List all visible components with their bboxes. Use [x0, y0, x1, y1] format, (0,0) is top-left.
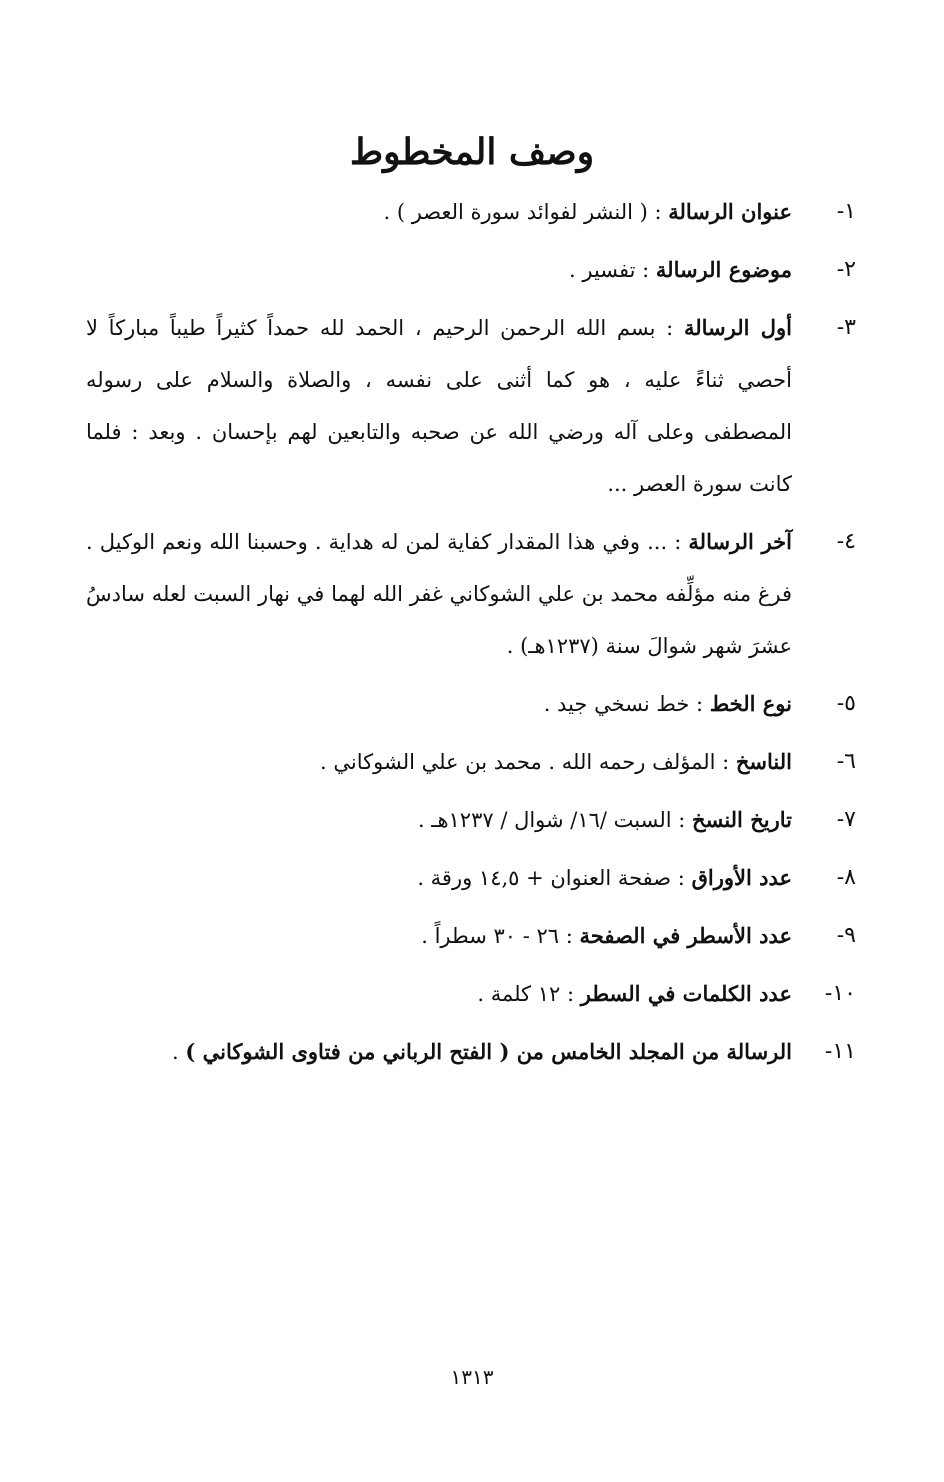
list-item — [86, 244, 856, 296]
item-label: آخر الرسالة — [688, 529, 792, 554]
item-number: ٢- — [836, 257, 856, 282]
item-label: تاريخ النسخ — [692, 807, 792, 832]
item-label: عنوان الرسالة — [668, 199, 792, 224]
list-item — [86, 794, 856, 846]
item-text: : بسم الله الرحمن الرحيم ، الحمد لله حمداً كثيراً طيباً مباركاً لا أحصي ثناءً عليه ، هو كما أثنى على نفسه ، والصلاة والسلام على رسوله المصطفى وعلى آله ورضي الله عن صحبه والتابعين لهم بإحسان . وبعد : فلما كانت سورة العصر ... — [86, 316, 792, 496]
page-number: ١٣١٣ — [450, 1365, 494, 1389]
item-text: : ١٢ كلمة . — [477, 982, 581, 1006]
item-number: ٨- — [836, 865, 856, 890]
item-label: نوع الخط — [709, 691, 792, 716]
page-title: وصف المخطوط — [349, 131, 595, 173]
item-number: ٦- — [836, 749, 856, 774]
list-item — [86, 1026, 856, 1078]
manuscript-description-list — [86, 186, 856, 1084]
item-text: : ( النشر لفوائد سورة العصر ) . — [383, 200, 669, 224]
item-text: : صفحة العنوان + ١٤,٥ ورقة . — [417, 866, 692, 890]
item-number: ٩- — [836, 923, 856, 948]
item-label: عدد الأوراق — [691, 865, 792, 890]
item-text: : تفسير . — [569, 258, 656, 282]
list-item — [86, 852, 856, 904]
item-label: الرسالة من المجلد الخامس من ( الفتح الرباني من فتاوى الشوكاني ) — [185, 1039, 792, 1064]
list-item — [86, 910, 856, 962]
item-label: عدد الكلمات في السطر — [580, 981, 792, 1006]
list-item — [86, 186, 856, 238]
item-number: ٧- — [836, 807, 856, 832]
item-number: ١- — [836, 199, 856, 224]
item-text: : المؤلف رحمه الله . محمد بن علي الشوكاني . — [320, 750, 736, 774]
list-item — [86, 516, 856, 672]
item-number: ٤- — [836, 529, 856, 554]
list-item — [86, 678, 856, 730]
item-text: . — [171, 1040, 186, 1064]
item-label: عدد الأسطر في الصفحة — [579, 923, 792, 948]
item-number: ٣- — [836, 315, 856, 340]
item-text: : ٢٦ - ٣٠ سطراً . — [421, 924, 580, 948]
item-text: : ... وفي هذا المقدار كفاية لمن له هداية . وحسبنا الله ونعم الوكيل . فرغ منه مؤلِّفه محمد بن علي الشوكاني غفر الله لهما في نهار السبت لعله سادسُ عشرَ شهر شوالَ سنة (١٢٣٧هـ) . — [86, 530, 792, 658]
item-text: : خط نسخي جيد . — [543, 692, 710, 716]
list-item — [86, 302, 856, 510]
item-label: الناسخ — [735, 749, 792, 774]
item-text: : السبت /١٦/ شوال / ١٢٣٧هـ . — [417, 808, 693, 832]
list-item — [86, 968, 856, 1020]
list-item — [86, 736, 856, 788]
item-number: ٥- — [836, 691, 856, 716]
item-number: ١٠- — [824, 981, 856, 1006]
item-number: ١١- — [824, 1039, 856, 1064]
item-label: موضوع الرسالة — [655, 257, 792, 282]
item-label: أول الرسالة — [683, 315, 792, 340]
